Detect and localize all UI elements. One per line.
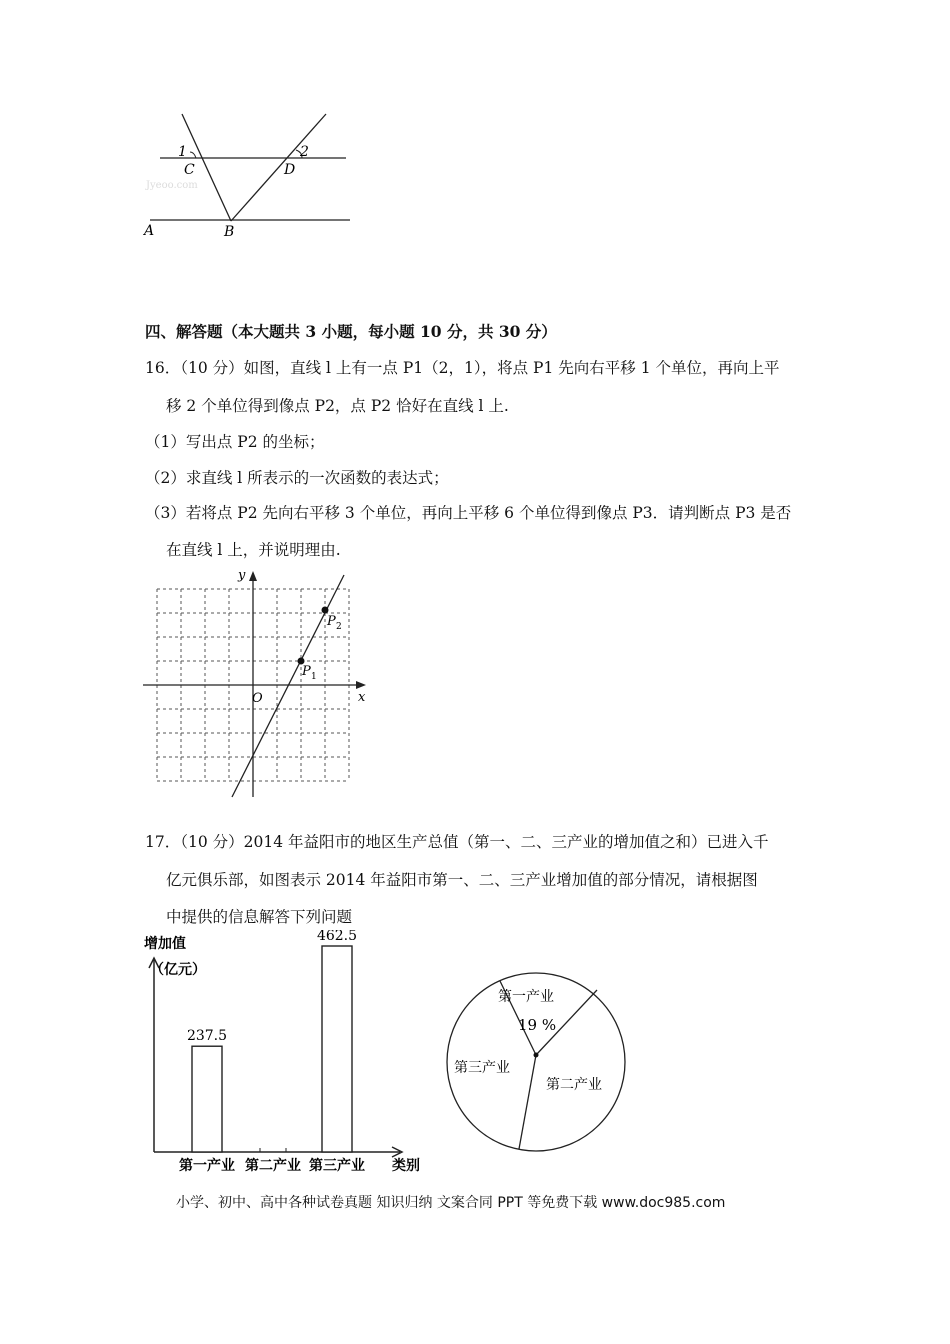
q16-line1: 16．（10 分）如图，直线 l 上有一点 P1（2，1），将点 P1 先向右平移 1 个单位，再向上平 bbox=[145, 359, 780, 377]
bar-ylabel-line2: （亿元） bbox=[150, 962, 206, 978]
fig15-label-b: B bbox=[224, 224, 235, 240]
bar-3 bbox=[322, 946, 352, 1152]
fig16-coordinate-grid bbox=[140, 565, 380, 805]
bar-ylabel-line1: 增加值 bbox=[144, 936, 186, 952]
bar-chart bbox=[138, 930, 438, 1180]
fig15-diagram bbox=[138, 108, 358, 243]
bar-value-label-1: 237.5 bbox=[186, 1028, 228, 1045]
fig15-label-d: D bbox=[284, 162, 296, 178]
fig16-p1-subscript: 1 bbox=[311, 672, 317, 682]
fig15-angle1-arc bbox=[190, 152, 196, 158]
fig16-axis-x-label: x bbox=[358, 690, 366, 705]
q16-sub3-line1: （3）若将点 P2 先向右平移 3 个单位，再向上平移 6 个单位得到像点 P3．请判断点 P3 是否 bbox=[145, 504, 792, 522]
pie-slice-percent-1: 19 % bbox=[518, 1016, 557, 1034]
fig16-y-arrow bbox=[249, 571, 257, 581]
fig16-point-p2 bbox=[322, 607, 329, 614]
bar-category-label-2: 第二产业 bbox=[245, 1158, 301, 1174]
bar-category-label-1: 第一产业 bbox=[179, 1158, 235, 1174]
fig16-p2-label: P bbox=[327, 614, 336, 629]
q16-sub1: （1）写出点 P2 的坐标； bbox=[145, 433, 325, 451]
fig16-axis-y-label: y bbox=[238, 568, 246, 583]
bar-category-label-3: 第三产业 bbox=[309, 1158, 365, 1174]
bar-value-label-3: 462.5 bbox=[316, 930, 358, 944]
fig15-label-a: A bbox=[144, 223, 155, 239]
fig15-label-1: 1 bbox=[178, 144, 187, 160]
fig16-p2-subscript: 2 bbox=[336, 622, 342, 632]
fig15-label-2: 2 bbox=[300, 144, 309, 160]
fig16-p1-label: P bbox=[302, 664, 311, 679]
pie-divider-3 bbox=[519, 1055, 536, 1149]
q16-sub2: （2）求直线 l 所表示的一次函数的表达式； bbox=[145, 469, 449, 487]
q17-line2: 亿元俱乐部，如图表示 2014 年益阳市第一、二、三产业增加值的部分情况，请根据图 bbox=[166, 871, 758, 889]
pie-slice-label-2: 第二产业 bbox=[546, 1077, 602, 1093]
fig15-line-bd bbox=[231, 114, 326, 221]
bar-1 bbox=[192, 1046, 222, 1152]
section4-title: 四、解答题（本大题共 3 小题，每小题 10 分，共 30 分） bbox=[145, 322, 557, 341]
q17-line3: 中提供的信息解答下列问题 bbox=[166, 908, 353, 926]
page-footer: 小学、初中、高中各种试卷真题 知识归纳 文案合同 PPT 等免费下载 www.doc985.com bbox=[176, 1195, 726, 1211]
pie-slice-label-1: 第一产业 bbox=[498, 989, 554, 1005]
q16-sub3-line2: 在直线 l 上，并说明理由. bbox=[166, 541, 341, 559]
fig16-x-arrow bbox=[356, 681, 366, 689]
q16-line2: 移 2 个单位得到像点 P2，点 P2 恰好在直线 l 上. bbox=[166, 397, 509, 415]
q17-line1: 17．（10 分）2014 年益阳市的地区生产总值（第一、二、三产业的增加值之和）已进入千 bbox=[145, 833, 769, 851]
pie-chart bbox=[442, 968, 632, 1158]
pie-center-dot bbox=[534, 1053, 539, 1058]
fig15-label-c: C bbox=[184, 162, 195, 178]
pie-slice-label-3: 第三产业 bbox=[454, 1060, 510, 1076]
fig15-watermark: Jyeoo.com bbox=[146, 180, 198, 191]
fig16-origin-label: O bbox=[252, 691, 263, 706]
bar-xlabel: 类别 bbox=[392, 1158, 420, 1174]
